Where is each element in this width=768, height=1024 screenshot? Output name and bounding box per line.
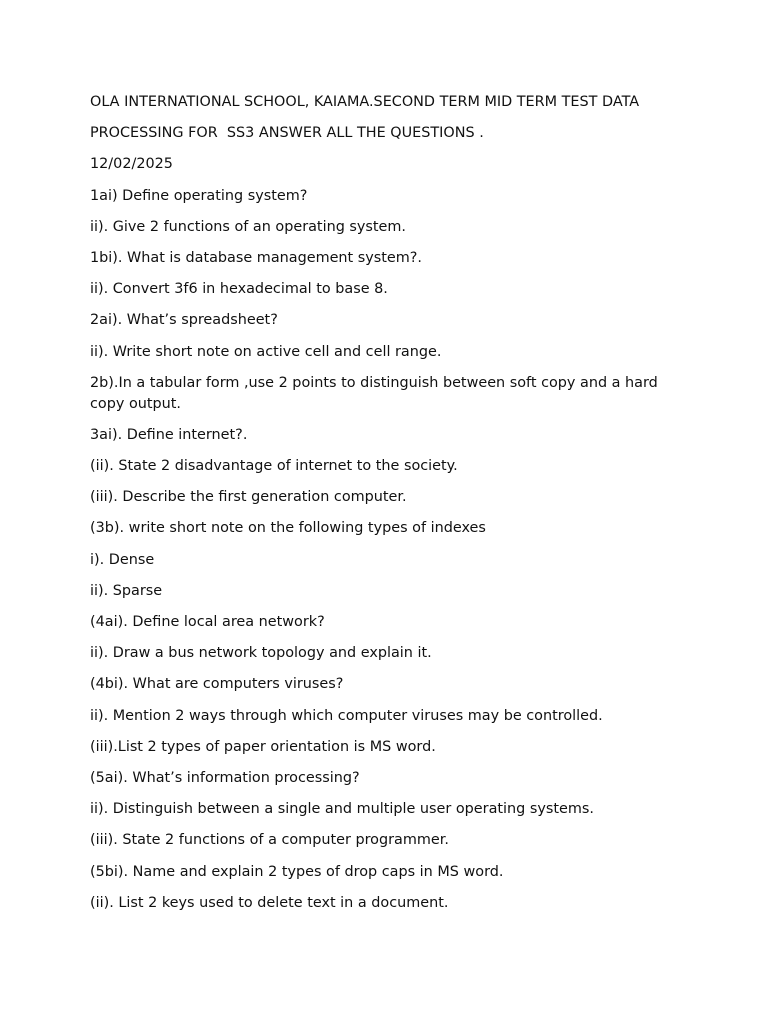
question-5bi: (5bi). Name and explain 2 types of drop caps in MS word. xyxy=(90,863,504,880)
question-3ai: 3ai). Define internet?. xyxy=(90,426,248,443)
question-3b: (3b). write short note on the following types of indexes xyxy=(90,520,486,537)
question-5aii: ii). Distinguish between a single and multiple user operating systems. xyxy=(90,801,594,818)
question-5bii: (ii). List 2 keys used to delete text in a document. xyxy=(90,894,449,911)
question-3b-ii: ii). Sparse xyxy=(90,582,163,599)
question-3aii: (ii). State 2 disadvantage of internet to the society. xyxy=(90,458,458,475)
question-3b-i: i). Dense xyxy=(90,551,155,568)
question-3aiii: (iii). Describe the first generation computer. xyxy=(90,489,407,506)
question-5aiii: (iii). State 2 functions of a computer programmer. xyxy=(90,832,449,849)
question-1ai: 1ai) Define operating system? xyxy=(90,187,308,204)
question-2b: 2b).In a tabular form ,use 2 points to distinguish between soft copy and a hard copy output. xyxy=(90,374,663,412)
question-1bii: ii). Convert 3f6 in hexadecimal to base 8. xyxy=(90,281,388,298)
question-1bi: 1bi). What is database management system?. xyxy=(90,249,423,266)
document-header-line-2: PROCESSING FOR SS3 ANSWER ALL THE QUESTIONS . xyxy=(90,125,484,142)
question-4aii: ii). Draw a bus network topology and explain it. xyxy=(90,645,432,662)
question-4bi: (4bi). What are computers viruses? xyxy=(90,676,344,693)
question-1aii: ii). Give 2 functions of an operating system. xyxy=(90,218,406,235)
document-header-line-1: OLA INTERNATIONAL SCHOOL, KAIAMA.SECOND TERM MID TERM TEST DATA xyxy=(90,94,640,110)
question-5ai: (5ai). What’s information processing? xyxy=(90,769,360,786)
document-date: 12/02/2025 xyxy=(90,156,173,173)
question-4bii: ii). Mention 2 ways through which computer viruses may be controlled. xyxy=(90,707,603,724)
question-4biii: (iii).List 2 types of paper orientation is MS word. xyxy=(90,738,436,755)
question-2ai: 2ai). What’s spreadsheet? xyxy=(90,312,278,329)
question-4ai: (4ai). Define local area network? xyxy=(90,614,325,630)
document-body xyxy=(90,92,670,924)
question-2aii: ii). Write short note on active cell and cell range. xyxy=(90,343,442,360)
